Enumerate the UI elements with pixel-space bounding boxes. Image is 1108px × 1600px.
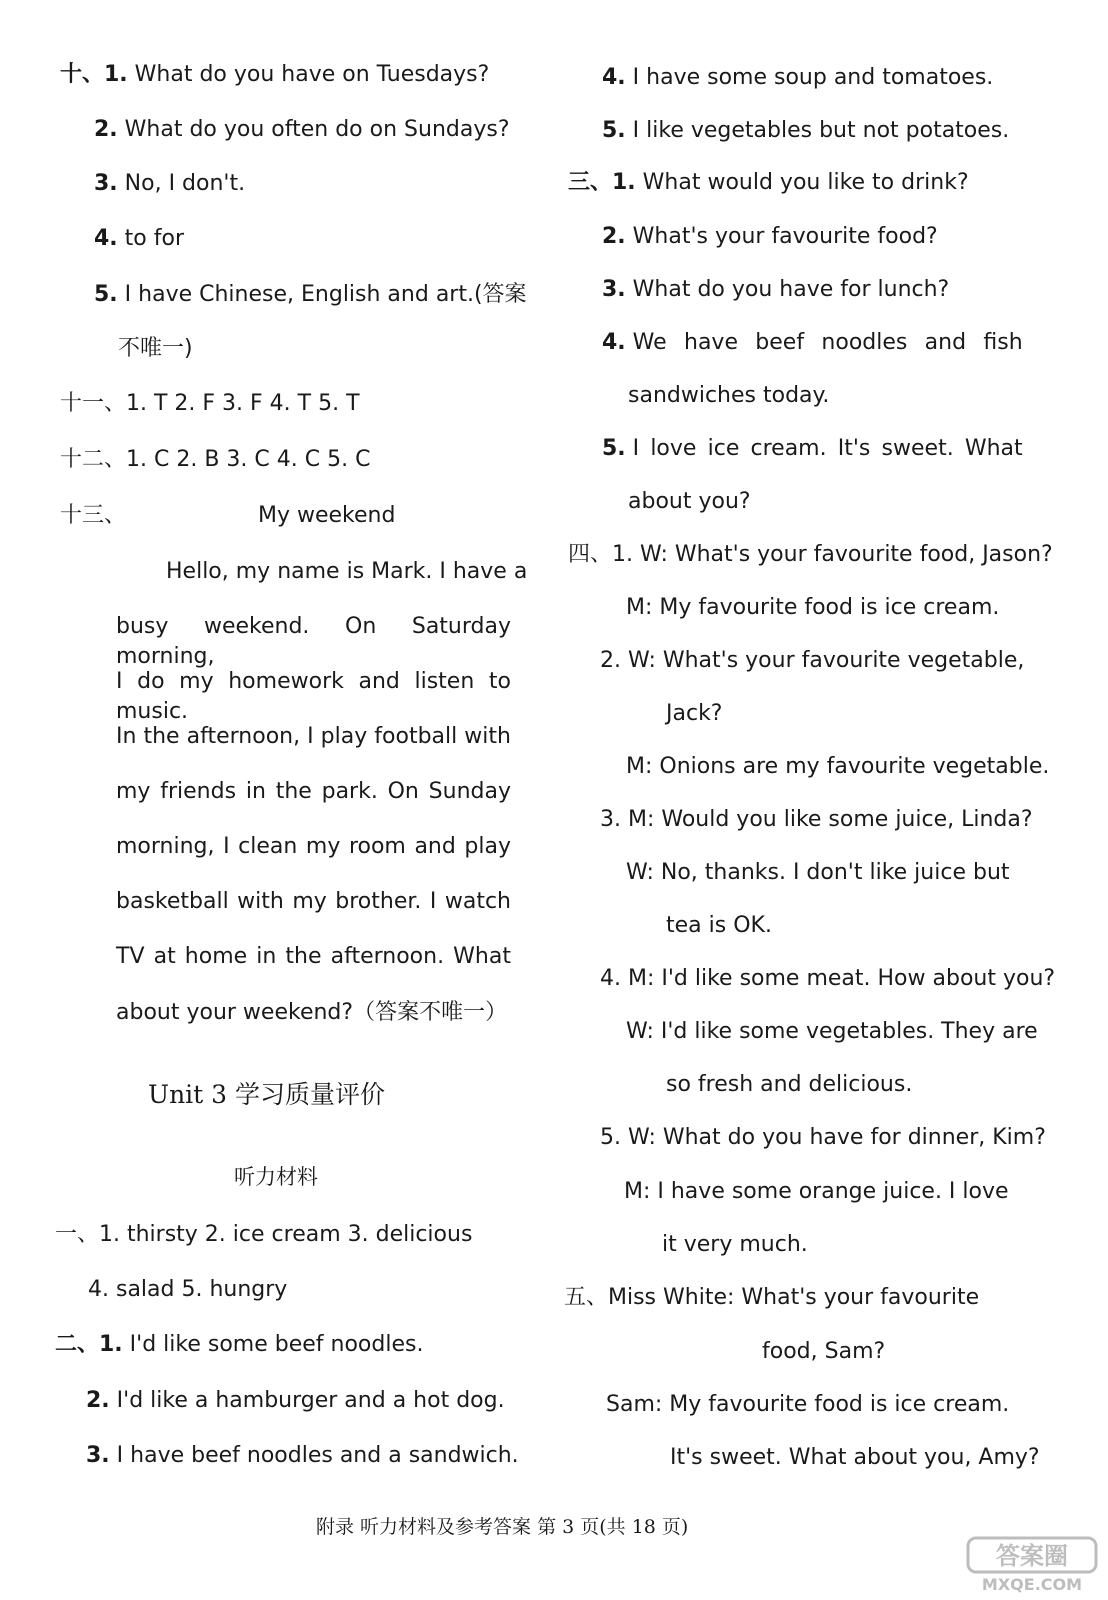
- essay-line: In the afternoon, I play football with: [116, 724, 511, 749]
- dialog-5-1: 五、Miss White: What's your favourite: [564, 1285, 980, 1310]
- answer-3-3: 3. What do you have for lunch?: [602, 277, 950, 302]
- page-footer: 附录 听力材料及参考答案 第 3 页(共 18 页): [316, 1516, 689, 1538]
- dialog-4-2: 2. W: What's your favourite vegetable,: [600, 648, 1025, 673]
- answer-2-5: 5. I like vegetables but not potatoes.: [602, 118, 1010, 143]
- answer-1a: 一、1. thirsty 2. ice cream 3. delicious: [55, 1222, 473, 1247]
- answer-10-3: 3. No, I don't.: [94, 171, 246, 196]
- dialog-4-5-m-cont: it very much.: [662, 1232, 808, 1257]
- dialog-4-4-w-cont: so fresh and delicious.: [666, 1072, 913, 1097]
- answer-3-2: 2. What's your favourite food?: [602, 224, 938, 249]
- answer-3-4-cont: sandwiches today.: [628, 383, 830, 408]
- essay-title: My weekend: [258, 503, 396, 528]
- essay-line: about your weekend?（答案不唯一）: [116, 1000, 508, 1025]
- answer-10-2: 2. What do you often do on Sundays?: [94, 117, 510, 142]
- svg-text:答案圈: 答案圈: [996, 1542, 1068, 1570]
- answer-2-2: 2. I'd like a hamburger and a hot dog.: [86, 1388, 505, 1413]
- essay-line: busy weekend. On Saturday morning,: [116, 614, 511, 669]
- answer-10-5-note: 不唯一): [118, 336, 193, 361]
- dialog-4-3-w: W: No, thanks. I don't like juice but: [626, 860, 1010, 885]
- answer-2-3: 3. I have beef noodles and a sandwich.: [86, 1443, 519, 1468]
- dialog-5-2: Sam: My favourite food is ice cream.: [606, 1392, 1010, 1417]
- answer-3-5-cont: about you?: [628, 489, 751, 514]
- answer-3-4: 4. We have beef noodles and fish: [602, 330, 1023, 355]
- answer-3-1: 三、1. What would you like to drink?: [568, 170, 969, 195]
- dialog-4-2-cont: Jack?: [666, 701, 723, 726]
- dialog-4-4-w: W: I'd like some vegetables. They are: [626, 1019, 1038, 1044]
- watermark-logo: [962, 1534, 1102, 1596]
- answer-1b: 4. salad 5. hungry: [88, 1277, 288, 1302]
- dialog-4-2-m: M: Onions are my favourite vegetable.: [626, 754, 1050, 779]
- dialog-4-3: 3. M: Would you like some juice, Linda?: [600, 807, 1033, 832]
- dialog-4-4: 4. M: I'd like some meat. How about you?: [600, 966, 1056, 991]
- answer-10-1: 十、1. What do you have on Tuesdays?: [60, 62, 490, 87]
- dialog-4-5: 5. W: What do you have for dinner, Kim?: [600, 1125, 1046, 1150]
- answer-11: 十一、1. T 2. F 3. F 4. T 5. T: [60, 391, 360, 416]
- answer-2-4: 4. I have some soup and tomatoes.: [602, 65, 994, 90]
- listening-title: 听力材料: [234, 1165, 318, 1189]
- dialog-4-3-w-cont: tea is OK.: [666, 913, 772, 938]
- svg-text:MXQE.COM: MXQE.COM: [981, 1575, 1083, 1594]
- unit-title: Unit 3 学习质量评价: [148, 1080, 386, 1109]
- essay-line: basketball with my brother. I watch: [116, 889, 511, 914]
- essay-line: my friends in the park. On Sunday: [116, 779, 511, 804]
- answer-2-1: 二、1. I'd like some beef noodles.: [55, 1332, 424, 1357]
- essay-line: Hello, my name is Mark. I have a: [166, 559, 528, 584]
- answer-12: 十二、1. C 2. B 3. C 4. C 5. C: [60, 447, 371, 472]
- dialog-5-2-cont: It's sweet. What about you, Amy?: [670, 1445, 1040, 1470]
- essay-line: TV at home in the afternoon. What: [116, 944, 511, 969]
- essay-line: morning, I clean my room and play: [116, 834, 511, 859]
- dialog-4-1: 四、1. W: What's your favourite food, Jason?: [568, 542, 1053, 567]
- answer-10-5: 5. I have Chinese, English and art.(答案: [94, 282, 527, 307]
- answer-3-5: 5. I love ice cream. It's sweet. What: [602, 436, 1023, 461]
- answer-10-4: 4. to for: [94, 226, 185, 251]
- dialog-4-1-m: M: My favourite food is ice cream.: [626, 595, 1000, 620]
- dialog-5-1-cont: food, Sam?: [762, 1339, 886, 1364]
- essay-line: I do my homework and listen to music.: [116, 669, 511, 724]
- dialog-4-5-m: M: I have some orange juice. I love: [624, 1179, 1009, 1204]
- answer-13-label: 十三、: [60, 503, 127, 528]
